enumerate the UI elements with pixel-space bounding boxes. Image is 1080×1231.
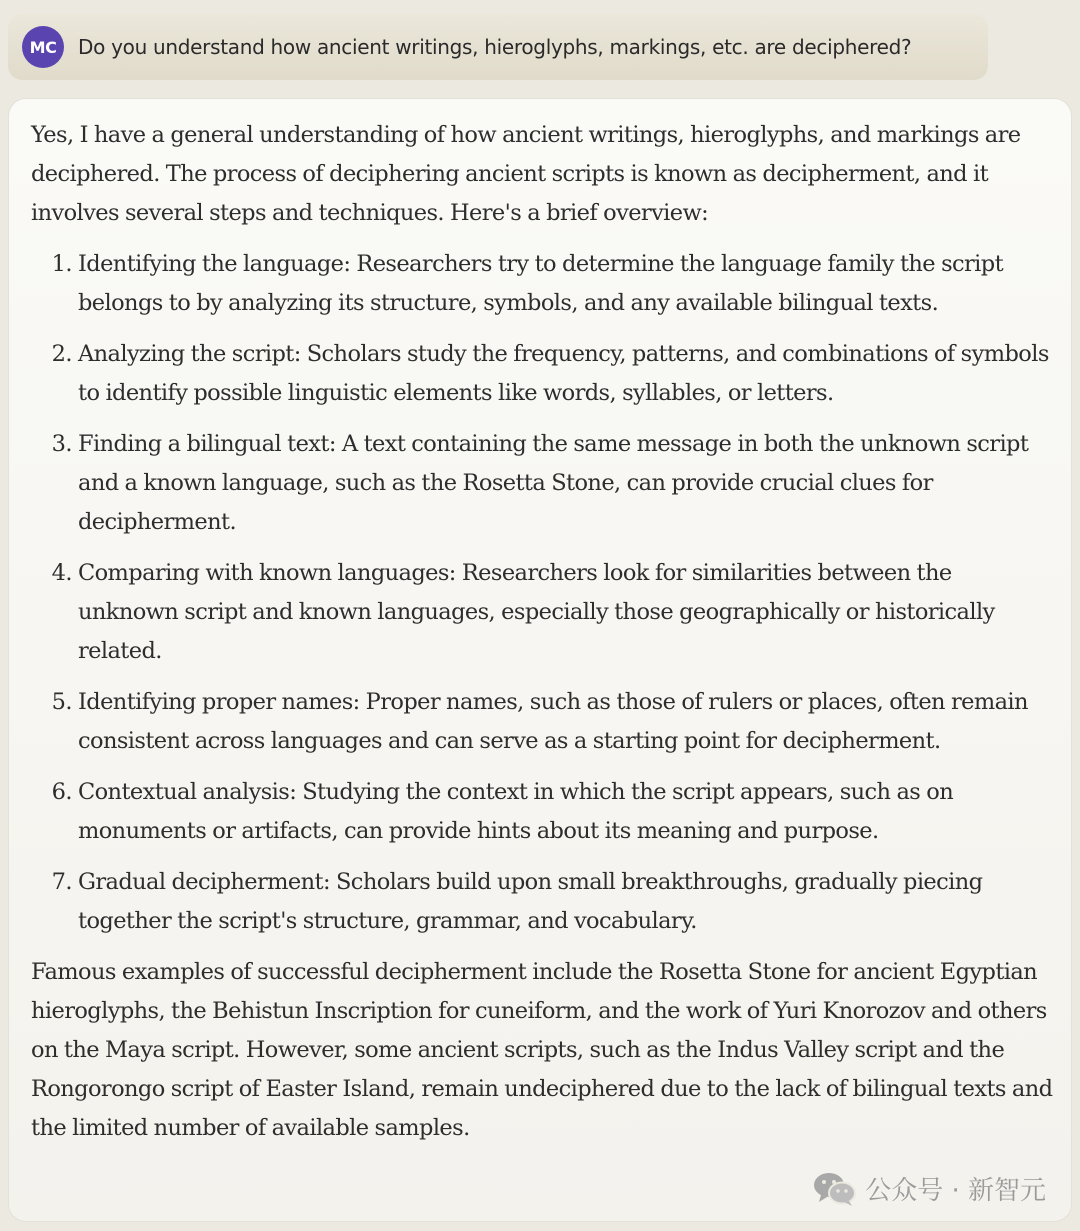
steps-list — [31, 245, 1053, 941]
list-item: 4. Comparing with known languages: Researchers look for similarities between the unknown script and known languages, especially those geographically or historically related. — [78, 554, 1053, 671]
wechat-icon — [813, 1171, 857, 1207]
user-message-text: Do you understand how ancient writings, hieroglyphs, markings, etc. are deciphered? — [78, 35, 912, 59]
list-item: 1. Identifying the language: Researchers try to determine the language family the script belongs to by analyzing its structure, symbols, and any available bilingual texts. — [78, 245, 1053, 323]
user-avatar[interactable]: MC — [22, 26, 64, 68]
watermark-text: 公众号 · 新智元 — [865, 1176, 1046, 1206]
list-item: 5. Identifying proper names: Proper names, such as those of rulers or places, often remain consistent across languages and can serve as a starting point for decipherment. — [78, 683, 1053, 761]
user-message-bubble — [8, 14, 988, 80]
list-item: 7. Gradual decipherment: Scholars build upon small breakthroughs, gradually piecing together the script's structure, grammar, and vocabulary. — [78, 863, 1053, 941]
reply-intro: Yes, I have a general understanding of how ancient writings, hieroglyphs, and markings are deciphered. The process of deciphering ancient scripts is known as decipherment, and it involves several steps and techniques. Here's a brief overview: — [31, 122, 1021, 226]
reply-conclusion: Famous examples of successful decipherment include the Rosetta Stone for ancient Egyptian hieroglyphs, the Behistun Inscription for cuneiform, and the work of Yuri Knorozov and others on the Maya script. However, some ancient scripts, such as the Indus Valley script and the Rongorongo script of Easter Island, remain undeciphered due to the lack of bilingual texts and the limited number of available samples. — [31, 959, 1053, 1141]
list-item: 6. Contextual analysis: Studying the context in which the script appears, such as on monuments or artifacts, can provide hints about its meaning and purpose. — [78, 773, 1053, 851]
list-item: 3. Finding a bilingual text: A text containing the same message in both the unknown script and a known language, such as the Rosetta Stone, can provide crucial clues for decipherment. — [78, 425, 1053, 542]
list-item: 2. Analyzing the script: Scholars study the frequency, patterns, and combinations of symbols to identify possible linguistic elements like words, syllables, or letters. — [78, 335, 1053, 413]
assistant-message — [8, 98, 1072, 1222]
watermark — [813, 1170, 1046, 1207]
